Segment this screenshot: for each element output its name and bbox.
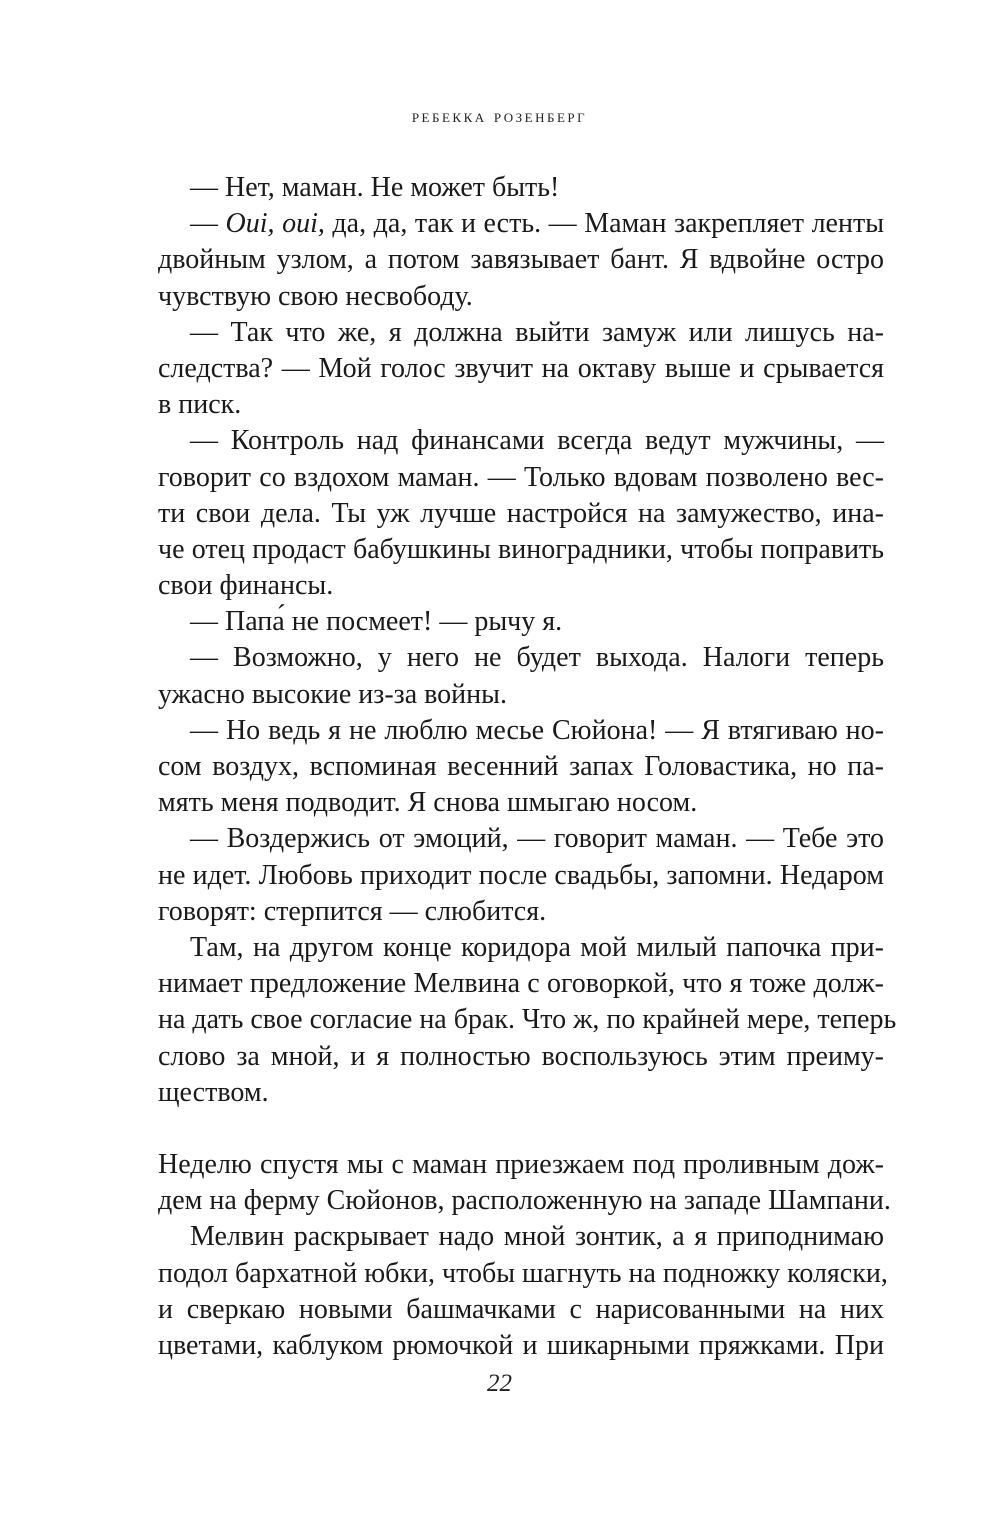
text-line: дем на ферму Сюйонов, расположенную на западе Шампани. (158, 1185, 891, 1217)
text-line: Неделю спустя мы с маман приезжаем под проливным дож- (158, 1149, 884, 1181)
text-line: свои финансы. (158, 570, 334, 602)
text-line: Там, на другом конце коридора мой милый папочка при- (190, 931, 884, 963)
text-line: говорят: стерпится — слюбится. (158, 895, 547, 927)
body-text (158, 170, 897, 1364)
text-line: — Oui, oui, да, да, так и есть. — Маман закрепляет ленты (190, 208, 885, 240)
text-line: двойным узлом, а потом завязывает бант. Я вдвойне остро (158, 244, 884, 276)
text-line: сом воздух, вспоминая весенний запах Головастика, но па- (158, 751, 884, 782)
text-line: слово за мной, и я полностью воспользуюсь этим преиму- (158, 1040, 884, 1072)
text-line: — Нет, маман. Не может быть! (190, 172, 560, 203)
text-line: цветами, каблуком рюмочкой и шикарными пряжками. При (158, 1330, 884, 1361)
foreign-phrase: Oui, oui, (225, 208, 325, 240)
text-line: нимает предложение Мелвина с оговоркой, что я тоже долж- (158, 968, 884, 1000)
text-line: че отец продаст бабушкины виноградники, чтобы поправить (158, 533, 884, 565)
text-line: — Так что же, я должна выйти замуж или лишусь на- (190, 316, 884, 348)
text-line: ти свои дела. Ты уж лучше настройся на замужество, ина- (158, 497, 884, 529)
text-line: следства? — Мой голос звучит на октаву выше и срывается (158, 352, 884, 384)
text-line: Мелвин раскрывает надо мной зонтик, а я приподнимаю (190, 1221, 884, 1253)
text-line: — Воздержись от эмоций, — говорит маман. — Тебе это (190, 823, 884, 855)
text-line: подол бархатной юбки, чтобы шагнуть на подножку коляски, (158, 1257, 888, 1289)
text-line: — Папа́ не посмеет! — рычу я. (190, 606, 563, 638)
text-line: на дать свое согласие на брак. Что ж, по крайней мере, теперь (158, 1004, 897, 1036)
text-line: говорит со вздохом маман. — Только вдовам позволено вес- (158, 461, 884, 493)
text-line: — Контроль над финансами всегда ведут мужчины, — (190, 425, 884, 457)
text-line: мять меня подводит. Я снова шмыгаю носом. (158, 787, 698, 819)
section-break (158, 1111, 884, 1147)
running-head: ребекка розенберг (411, 106, 588, 127)
text-line: — Возможно, у него не будет выхода. Налоги теперь (190, 642, 884, 674)
text-line: и сверкаю новыми башмачками с нарисованными на них (158, 1293, 884, 1325)
text-line: ществом. (158, 1076, 269, 1108)
page-number: 22 (487, 1370, 512, 1397)
text-line: — Но ведь я не люблю месье Сюйона! — Я втягиваю но- (190, 714, 884, 746)
text-line: ужасно высокие из-за войны. (158, 678, 507, 710)
text-line: в писк. (158, 389, 242, 421)
text-line: не идет. Любовь приходит после свадьбы, запомни. Недаром (158, 859, 884, 891)
text-line: чувствую свою несвободу. (158, 280, 473, 312)
